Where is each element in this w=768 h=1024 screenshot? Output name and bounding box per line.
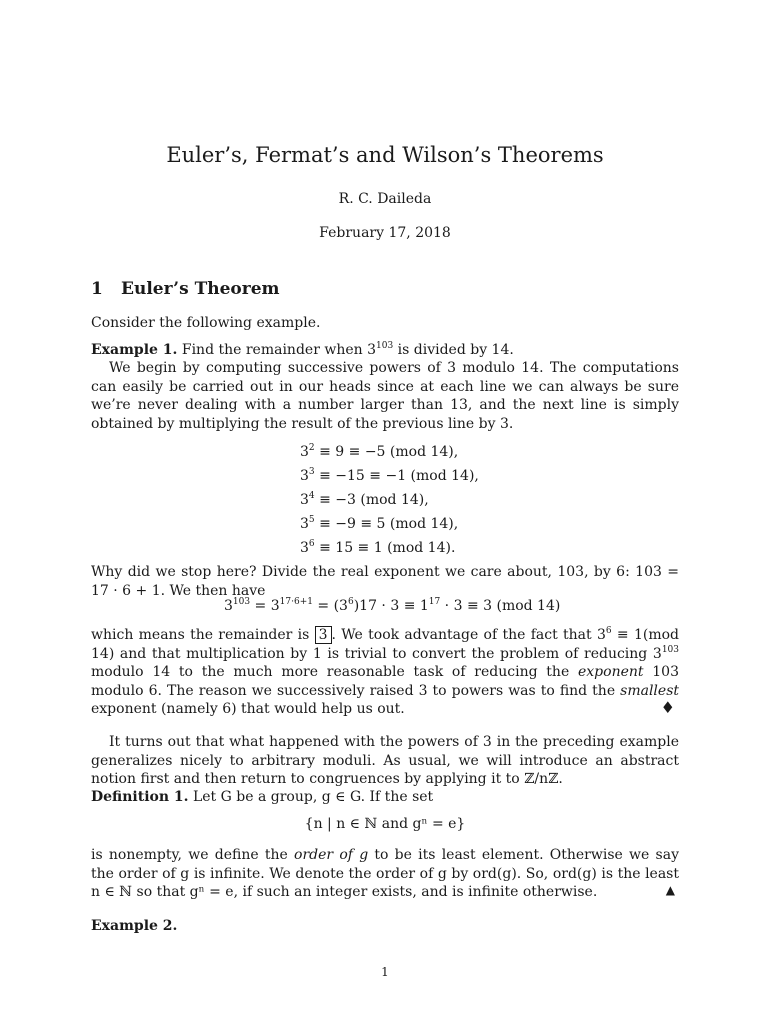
equation-line: $3^6 \equiv 15 \equiv 1$ (mod 14).: [300, 539, 456, 556]
section-title: Euler’s Theorem: [121, 279, 280, 299]
date: February 17, 2018: [319, 225, 451, 241]
page-number: 1: [381, 965, 389, 979]
definition1-statement: Definition 1. Let G be a group, g ∈ G. If the set: [91, 789, 434, 805]
equation-line: $3^3 \equiv -15 \equiv -1$ (mod 14),: [300, 467, 479, 484]
equation-line: $3^2 \equiv 9 \equiv -5$ (mod 14),: [300, 443, 459, 460]
example2-label: Example 2.: [91, 918, 178, 934]
definition1-label: Definition 1.: [91, 789, 189, 805]
example1-paragraph: We begin by computing successive powers of 3 modulo 14. The computations can easily be carried out in our heads since at each line we can always be sure we’re never dealing with a number larger than 13, and the next line is simply obtained by multiplying the result of the previous line by 3.: [91, 360, 679, 432]
section-number: 1: [91, 279, 103, 299]
end-of-example-mark: ♦: [660, 698, 675, 717]
set-equation: {n | n ∈ ℕ and gⁿ = e}: [304, 816, 466, 832]
generalize-paragraph: It turns out that what happened with the powers of 3 in the preceding example generalizes nicely to arbitrary moduli. As usual, we will introduce an abstract notion first and then return to congruences by applying it to ℤ/nℤ.: [91, 734, 679, 788]
intro-paragraph: Consider the following example.: [91, 315, 321, 331]
remainder-paragraph: which means the remainder is 3 . We took advantage of the fact that $3^6 \equiv 1(mod$ 14) and that multiplication by 1 is trivial to convert the problem of reducing $3^{103}$ modulo 14 to the much more reasonable task of reducing the exponent 103 modulo 6. The reason we successively raised 3 to powers was to find the smallest exponent (namely 6) that would help us out.: [91, 626, 679, 718]
end-of-definition-mark: ▲: [665, 883, 675, 897]
section-heading: [91, 279, 280, 299]
congruence-list: [300, 440, 479, 560]
why-paragraph: Why did we stop here? Divide the real exponent we care about, 103, by 6: 103 = 17 · 6 + 1. We then have: [91, 564, 679, 599]
equation-line: $3^4 \equiv -3$ (mod 14),: [300, 491, 429, 508]
display-equation: $3^{103} = 3^{17\cdot 6+1} = (3^6)17 \cdot 3 \equiv 1^{17} \cdot 3 \equiv 3$ (mod 14): [224, 597, 561, 614]
example1-statement: Example 1. Find the remainder when $3^{103}$ is divided by 14.: [91, 341, 514, 358]
author: R. C. Daileda: [338, 191, 432, 207]
paper-page: [91, 0, 679, 1024]
paper-title: Euler’s, Fermat’s and Wilson’s Theorems: [166, 143, 604, 167]
example1-label: Example 1.: [91, 342, 178, 358]
boxed-answer: 3: [315, 626, 332, 644]
definition1-paragraph: is nonempty, we define the order of g to be its least element. Otherwise we say the order of g is infinite. We denote the order of g by ord(g). So, ord(g) is the least n ∈ ℕ so that gⁿ = e, if such an integer exists, and is infinite otherwise.: [91, 847, 679, 901]
equation-line: $3^5 \equiv -9 \equiv 5$ (mod 14),: [300, 515, 459, 532]
